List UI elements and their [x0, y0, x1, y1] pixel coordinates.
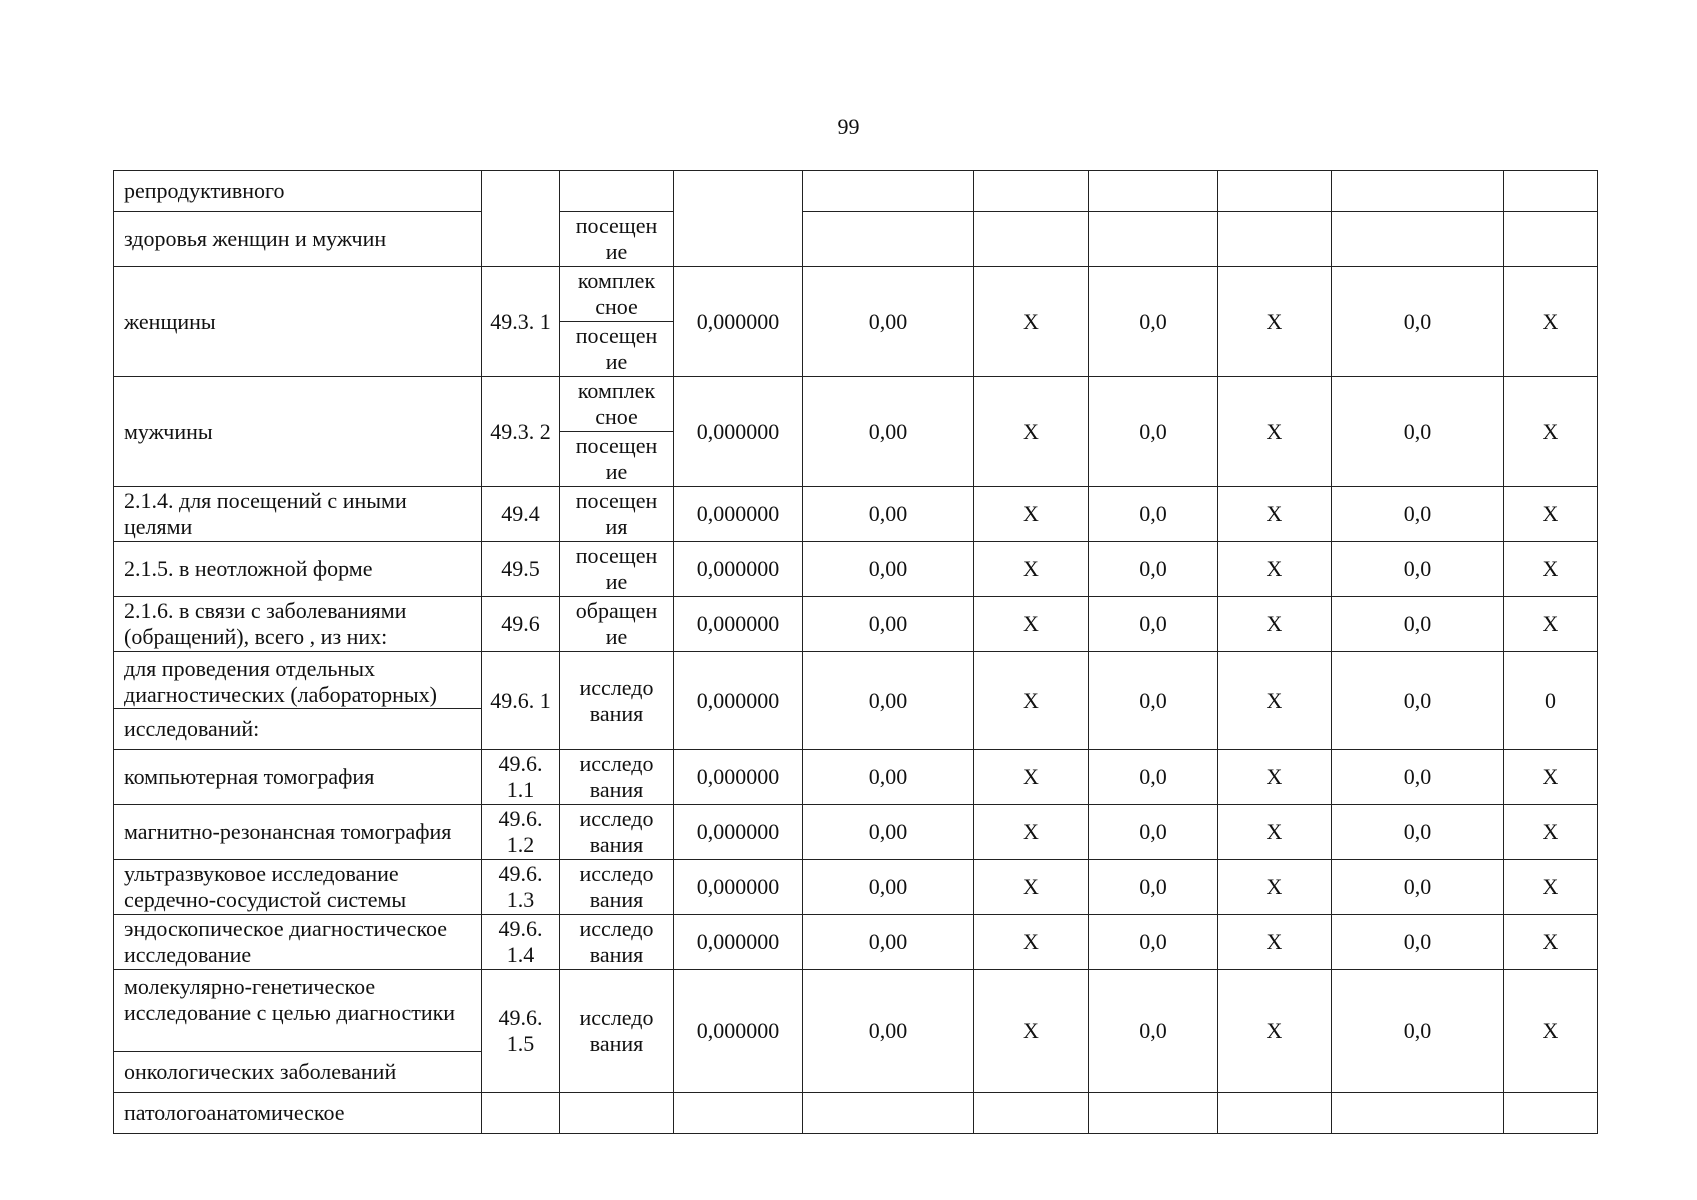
row-value: Х	[974, 487, 1089, 542]
row-code: 49.6. 1.5	[482, 970, 560, 1093]
row-value	[1504, 171, 1598, 212]
table-row	[114, 212, 1598, 267]
row-name: 2.1.6. в связи с заболеваниями (обращений), всего , из них:	[114, 597, 482, 652]
row-value: 0,0	[1089, 652, 1218, 750]
row-unit: исследо вания	[560, 750, 674, 805]
row-value: 0,0	[1089, 267, 1218, 377]
row-value: Х	[974, 915, 1089, 970]
row-name: эндоскопическое диагностическое исследование	[114, 915, 482, 970]
row-value: Х	[1504, 597, 1598, 652]
row-value: Х	[974, 750, 1089, 805]
row-value	[1332, 212, 1504, 267]
table-row	[114, 805, 1598, 860]
row-unit: посещен ие	[560, 542, 674, 597]
row-value: Х	[974, 860, 1089, 915]
row-value: 0,000000	[674, 805, 803, 860]
row-name: ультразвуковое исследование сердечно-сосудистой системы	[114, 860, 482, 915]
row-value: Х	[1218, 597, 1332, 652]
row-unit: комплек сное	[560, 267, 674, 322]
row-value	[974, 171, 1089, 212]
statistics-table	[113, 170, 1598, 1134]
row-name: исследований:	[114, 709, 482, 750]
row-code: 49.3. 1	[482, 267, 560, 377]
table-row	[114, 1093, 1598, 1134]
row-value: Х	[1504, 487, 1598, 542]
row-name: женщины	[114, 267, 482, 377]
row-value: 0,00	[803, 915, 974, 970]
row-value: Х	[1504, 267, 1598, 377]
row-value: Х	[1218, 542, 1332, 597]
row-value	[1089, 171, 1218, 212]
row-value: Х	[1504, 970, 1598, 1093]
row-value: Х	[974, 970, 1089, 1093]
row-value: 0,000000	[674, 750, 803, 805]
row-name: 2.1.4. для посещений с иными целями	[114, 487, 482, 542]
row-value: Х	[974, 267, 1089, 377]
table-row	[114, 267, 1598, 322]
row-value: Х	[1218, 750, 1332, 805]
row-value: 0,0	[1332, 597, 1504, 652]
table-row	[114, 970, 1598, 1052]
row-name: 2.1.5. в неотложной форме	[114, 542, 482, 597]
table-row	[114, 915, 1598, 970]
row-value	[1089, 212, 1218, 267]
row-value: Х	[1504, 915, 1598, 970]
row-value: Х	[974, 597, 1089, 652]
row-name: онкологических заболеваний	[114, 1052, 482, 1093]
row-value: 0,0	[1332, 750, 1504, 805]
row-value	[1218, 171, 1332, 212]
row-value: Х	[974, 377, 1089, 487]
row-value: 0,00	[803, 487, 974, 542]
table-row	[114, 542, 1598, 597]
row-value: 0,000000	[674, 597, 803, 652]
row-value: 0,000000	[674, 970, 803, 1093]
row-unit: обращен ие	[560, 597, 674, 652]
row-value: 0,0	[1332, 377, 1504, 487]
row-value: Х	[1504, 377, 1598, 487]
row-value: Х	[1218, 915, 1332, 970]
row-value: Х	[1218, 487, 1332, 542]
row-value: Х	[1218, 860, 1332, 915]
row-unit: исследо вания	[560, 915, 674, 970]
row-value: 0,00	[803, 542, 974, 597]
row-value: Х	[974, 652, 1089, 750]
row-value: 0,0	[1089, 542, 1218, 597]
row-unit: исследо вания	[560, 805, 674, 860]
row-value: Х	[1504, 750, 1598, 805]
table-row	[114, 377, 1598, 432]
row-value	[803, 171, 974, 212]
row-value: 0,0	[1089, 915, 1218, 970]
row-value: 0,00	[803, 805, 974, 860]
row-unit: исследо вания	[560, 860, 674, 915]
row-value	[1332, 1093, 1504, 1134]
row-value: Х	[1504, 805, 1598, 860]
row-value	[1218, 212, 1332, 267]
row-code: 49.4	[482, 487, 560, 542]
table-row	[114, 750, 1598, 805]
row-value	[1218, 1093, 1332, 1134]
row-value: Х	[1218, 652, 1332, 750]
row-value: Х	[1504, 542, 1598, 597]
row-value: 0,00	[803, 377, 974, 487]
row-value: 0,000000	[674, 652, 803, 750]
row-value: 0,0	[1089, 750, 1218, 805]
row-value	[674, 1093, 803, 1134]
row-code	[482, 1093, 560, 1134]
row-value: 0,0	[1089, 805, 1218, 860]
row-value: 0,0	[1089, 860, 1218, 915]
row-code: 49.6. 1.3	[482, 860, 560, 915]
row-value: 0,000000	[674, 377, 803, 487]
row-code: 49.6. 1.4	[482, 915, 560, 970]
row-value: 0,000000	[674, 915, 803, 970]
row-value	[803, 1093, 974, 1134]
row-value: 0,00	[803, 750, 974, 805]
row-value: Х	[1218, 267, 1332, 377]
table-row	[114, 597, 1598, 652]
row-code: 49.6	[482, 597, 560, 652]
row-value: Х	[1218, 970, 1332, 1093]
page-number: 99	[837, 114, 860, 139]
row-name: мужчины	[114, 377, 482, 487]
row-value: Х	[974, 805, 1089, 860]
row-unit	[560, 1093, 674, 1134]
row-value	[803, 212, 974, 267]
row-name: молекулярно-генетическое исследование с целью диагностики	[114, 970, 482, 1052]
row-code: 49.6. 1	[482, 652, 560, 750]
table-row	[114, 652, 1598, 709]
row-value: 0,00	[803, 597, 974, 652]
row-value: 0,00	[803, 652, 974, 750]
row-value: 0,00	[803, 267, 974, 377]
row-name: компьютерная томография	[114, 750, 482, 805]
row-value: 0,000000	[674, 542, 803, 597]
row-value: 0,0	[1332, 542, 1504, 597]
row-value: 0,00	[803, 860, 974, 915]
row-value: 0,00	[803, 970, 974, 1093]
row-unit: посещен ие	[560, 322, 674, 377]
row-value	[1332, 171, 1504, 212]
row-value: 0,0	[1332, 915, 1504, 970]
row-value: 0,000000	[674, 267, 803, 377]
row-code	[482, 171, 560, 267]
row-value: 0,000000	[674, 487, 803, 542]
row-value: 0,0	[1089, 487, 1218, 542]
row-value: 0,0	[1332, 970, 1504, 1093]
row-value: 0,0	[1332, 652, 1504, 750]
row-value: 0	[1504, 652, 1598, 750]
row-value: 0,0	[1089, 377, 1218, 487]
row-name: здоровья женщин и мужчин	[114, 212, 482, 267]
row-value: 0,0	[1089, 970, 1218, 1093]
row-name: магнитно-резонансная томография	[114, 805, 482, 860]
table-row	[114, 860, 1598, 915]
row-unit: комплек сное	[560, 377, 674, 432]
row-unit: посещен ия	[560, 487, 674, 542]
table-row	[114, 171, 1598, 212]
table-row	[114, 487, 1598, 542]
row-value	[1504, 212, 1598, 267]
row-unit: исследо вания	[560, 652, 674, 750]
row-unit	[560, 171, 674, 212]
row-value: 0,0	[1332, 860, 1504, 915]
row-value	[674, 171, 803, 267]
row-name: репродуктивного	[114, 171, 482, 212]
row-value: 0,0	[1332, 267, 1504, 377]
row-value: Х	[1218, 377, 1332, 487]
row-value	[1504, 1093, 1598, 1134]
row-value: 0,000000	[674, 860, 803, 915]
row-value: 0,0	[1089, 597, 1218, 652]
row-value: Х	[1218, 805, 1332, 860]
row-value	[974, 1093, 1089, 1134]
row-value	[1089, 1093, 1218, 1134]
row-name: патологоанатомическое	[114, 1093, 482, 1134]
row-name: для проведения отдельных диагностических (лабораторных)	[114, 652, 482, 709]
row-unit: исследо вания	[560, 970, 674, 1093]
row-code: 49.3. 2	[482, 377, 560, 487]
row-value	[974, 212, 1089, 267]
row-code: 49.6. 1.2	[482, 805, 560, 860]
row-value: Х	[1504, 860, 1598, 915]
row-unit: посещен ие	[560, 432, 674, 487]
row-value: 0,0	[1332, 487, 1504, 542]
row-code: 49.6. 1.1	[482, 750, 560, 805]
row-code: 49.5	[482, 542, 560, 597]
row-value: Х	[974, 542, 1089, 597]
row-value: 0,0	[1332, 805, 1504, 860]
row-unit: посещен ие	[560, 212, 674, 267]
